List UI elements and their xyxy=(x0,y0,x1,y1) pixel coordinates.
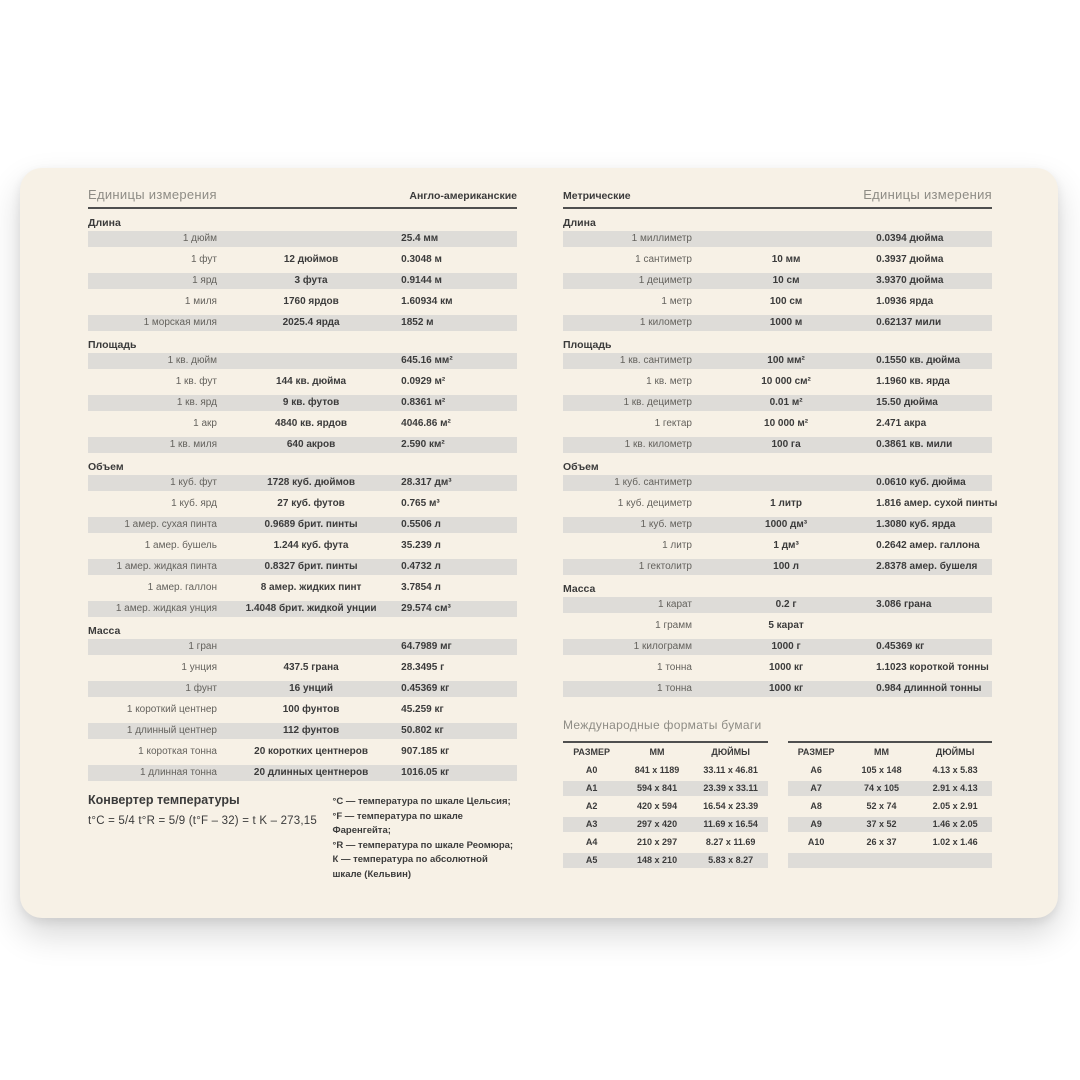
unit-cell: 1 гектолитр xyxy=(638,561,692,572)
inches-cell: 4.13 x 5.83 xyxy=(932,765,978,775)
equivalent-cell: 144 кв. дюйма xyxy=(276,376,347,387)
unit-cell: 1 унция xyxy=(181,662,217,673)
value-cell: 1.1960 кв. ярда xyxy=(876,376,950,387)
value-cell: 0.984 длинной тонны xyxy=(876,683,982,694)
value-cell: 0.0929 м² xyxy=(401,376,446,387)
paper-table-row xyxy=(788,763,993,778)
mm-cell: 74 x 105 xyxy=(864,783,900,793)
unit-cell: 1 фунт xyxy=(185,683,217,694)
table-row xyxy=(563,597,992,613)
equivalent-cell: 100 л xyxy=(773,561,799,572)
unit-cell: 1 кв. дюйм xyxy=(167,355,217,366)
temperature-converter-left xyxy=(88,791,333,882)
equivalent-cell: 12 дюймов xyxy=(283,254,339,265)
equivalent-cell: 1728 куб. дюймов xyxy=(267,477,356,488)
size-cell: A8 xyxy=(810,801,822,811)
equivalent-cell: 5 карат xyxy=(768,620,804,631)
value-cell: 50.802 кг xyxy=(401,725,444,736)
unit-cell: 1 килограмм xyxy=(633,641,692,652)
equivalent-cell: 10 000 см² xyxy=(761,376,811,387)
value-cell: 0.3048 м xyxy=(401,254,442,265)
value-cell: 0.0394 дюйма xyxy=(876,233,944,244)
equivalent-cell: 437.5 грана xyxy=(283,662,339,673)
temperature-converter xyxy=(88,791,517,882)
table-row xyxy=(88,231,517,247)
value-cell: 0.765 м³ xyxy=(401,498,440,509)
mm-cell: 26 x 37 xyxy=(866,837,897,847)
size-cell: A10 xyxy=(807,837,825,847)
table-row xyxy=(563,437,992,453)
paper-format-table xyxy=(788,741,993,871)
unit-cell: 1 гран xyxy=(188,641,217,652)
unit-cell: 1 амер. сухая пинта xyxy=(124,519,217,530)
table-row xyxy=(563,475,992,491)
unit-cell: 1 амер. бушель xyxy=(144,540,217,551)
value-cell: 29.574 см³ xyxy=(401,603,451,614)
unit-cell: 1 дециметр xyxy=(638,275,692,286)
unit-cell: 1 грамм xyxy=(655,620,692,631)
value-cell: 0.1550 кв. дюйма xyxy=(876,355,961,366)
size-cell: A7 xyxy=(810,783,822,793)
size-cell: A2 xyxy=(585,801,598,811)
value-cell: 0.2642 амер. галлона xyxy=(876,540,980,551)
table-row xyxy=(88,273,517,289)
value-cell: 15.50 дюйма xyxy=(876,397,938,408)
table-row xyxy=(563,395,992,411)
table-row xyxy=(88,353,517,369)
equivalent-cell: 10 мм xyxy=(771,254,801,265)
table-row xyxy=(563,294,992,310)
table-row xyxy=(88,744,517,760)
mm-cell: 841 x 1189 xyxy=(634,765,680,775)
value-cell: 28.3495 г xyxy=(401,662,445,673)
paper-table-row xyxy=(788,817,993,832)
unit-cell: 1 длинная тонна xyxy=(139,767,217,778)
temperature-formula: t°C = 5/4 t°R = 5/9 (t°F – 32) = t K – 273,15 xyxy=(88,815,317,827)
unit-cell: 1 миллиметр xyxy=(631,233,692,244)
equivalent-cell: 20 коротких центнеров xyxy=(254,746,368,757)
paper-format-table xyxy=(563,741,768,871)
right-sections xyxy=(563,215,998,697)
unit-cell: 1 кв. фут xyxy=(175,376,217,387)
mm-cell: 37 x 52 xyxy=(866,819,897,829)
unit-cell: 1 длинный центнер xyxy=(126,725,217,736)
equivalent-cell: 1 дм³ xyxy=(773,540,799,551)
section-title: Площадь xyxy=(88,339,137,351)
inches-cell: 33.11 x 46.81 xyxy=(703,765,758,775)
paper-formats-tables xyxy=(563,741,992,871)
table-row xyxy=(88,315,517,331)
value-cell: 3.9370 дюйма xyxy=(876,275,944,286)
equivalent-cell: 3 фута xyxy=(294,275,328,286)
section-title: Площадь xyxy=(563,339,612,351)
unit-cell: 1 метр xyxy=(661,296,692,307)
temperature-note: °C — температура по шкале Цельсия; xyxy=(332,796,511,807)
units-system-label: Англо-американские xyxy=(409,190,517,202)
unit-cell: 1 гектар xyxy=(654,418,692,429)
paper-table-row xyxy=(563,853,768,868)
equivalent-cell: 10 000 м² xyxy=(764,418,809,429)
value-cell: 4046.86 м² xyxy=(401,418,451,429)
page-title: Единицы измерения xyxy=(863,187,992,202)
inches-header: ДЮЙМЫ xyxy=(935,747,975,757)
table-row xyxy=(88,395,517,411)
table-row xyxy=(563,618,992,634)
equivalent-cell: 0.01 м² xyxy=(769,397,803,408)
unit-cell: 1 куб. метр xyxy=(640,519,692,530)
table-row xyxy=(88,580,517,596)
inches-cell xyxy=(918,853,992,868)
table-row xyxy=(88,765,517,781)
equivalent-cell: 1000 кг xyxy=(768,662,804,673)
paper-table-row xyxy=(563,799,768,814)
size-cell: A9 xyxy=(810,819,822,829)
value-cell: 64.7989 мг xyxy=(401,641,452,652)
unit-cell: 1 фут xyxy=(190,254,217,265)
inches-cell: 23.39 x 33.11 xyxy=(703,783,758,793)
unit-cell: 1 куб. сантиметр xyxy=(614,477,692,488)
paper-table-row xyxy=(788,781,993,796)
inches-cell: 2.91 x 4.13 xyxy=(932,783,978,793)
value-cell: 1.0936 ярда xyxy=(876,296,934,307)
equivalent-cell: 640 акров xyxy=(286,439,336,450)
paper-table-header-row xyxy=(788,745,993,760)
equivalent-cell: 16 унций xyxy=(289,683,334,694)
equivalent-cell: 10 см xyxy=(772,275,800,286)
value-cell: 35.239 л xyxy=(401,540,441,551)
paper-table-row xyxy=(563,781,768,796)
table-row xyxy=(563,273,992,289)
equivalent-cell: 9 кв. футов xyxy=(282,397,340,408)
inches-cell: 16.54 x 23.39 xyxy=(703,801,759,811)
paper-formats xyxy=(563,717,992,871)
value-cell: 0.4732 л xyxy=(401,561,441,572)
table-row xyxy=(563,681,992,697)
unit-cell: 1 литр xyxy=(662,540,692,551)
paper-table-row xyxy=(788,835,993,850)
unit-cell: 1 карат xyxy=(658,599,692,610)
table-row xyxy=(88,475,517,491)
section-title: Объем xyxy=(88,461,124,473)
unit-cell: 1 акр xyxy=(193,418,217,429)
value-cell: 28.317 дм³ xyxy=(401,477,452,488)
equivalent-cell: 0.9689 брит. пинты xyxy=(264,519,358,530)
value-cell: 2.590 км² xyxy=(401,439,445,450)
table-row xyxy=(88,294,517,310)
unit-cell: 1 тонна xyxy=(657,683,692,694)
table-row xyxy=(563,353,992,369)
equivalent-cell: 27 куб. футов xyxy=(277,498,345,509)
equivalent-cell: 1760 ярдов xyxy=(283,296,339,307)
equivalent-cell: 1000 г xyxy=(771,641,801,652)
mm-cell: 210 x 297 xyxy=(637,837,678,847)
table-row xyxy=(88,639,517,655)
size-header: РАЗМЕР xyxy=(573,747,611,757)
value-cell: 1.3080 куб. ярда xyxy=(876,519,956,530)
table-row xyxy=(563,252,992,268)
mm-cell: 297 x 420 xyxy=(637,819,678,829)
value-cell: 1.1023 короткой тонны xyxy=(876,662,989,673)
unit-cell: 1 куб. ярд xyxy=(171,498,217,509)
table-row xyxy=(563,517,992,533)
table-row xyxy=(563,315,992,331)
table-row xyxy=(563,231,992,247)
size-header: РАЗМЕР xyxy=(797,747,835,757)
temperature-notes xyxy=(333,791,517,882)
size-cell: A3 xyxy=(585,819,598,829)
mm-cell: 105 x 148 xyxy=(861,765,902,775)
equivalent-cell xyxy=(221,639,401,655)
unit-cell: 1 короткий центнер xyxy=(126,704,217,715)
page-title: Единицы измерения xyxy=(88,187,217,202)
equivalent-cell xyxy=(221,353,401,369)
temperature-note: °R — температура по шкале Реомюра; xyxy=(332,839,514,851)
value-cell: 645.16 мм² xyxy=(401,355,453,366)
value-cell: 3.086 грана xyxy=(876,599,932,610)
equivalent-cell: 100 см xyxy=(769,296,803,307)
value-cell: 1.60934 км xyxy=(401,296,453,307)
table-row xyxy=(88,437,517,453)
paper-table-row xyxy=(563,835,768,850)
unit-cell: 1 морская миля xyxy=(143,317,217,328)
table-row xyxy=(563,374,992,390)
value-cell: 2.8378 амер. бушеля xyxy=(876,561,978,572)
equivalent-cell xyxy=(696,475,876,491)
equivalent-cell: 8 амер. жидких пинт xyxy=(260,582,362,593)
unit-cell: 1 куб. дециметр xyxy=(617,498,692,509)
size-cell: A0 xyxy=(585,765,598,775)
unit-cell: 1 кв. метр xyxy=(646,376,692,387)
unit-cell: 1 дюйм xyxy=(182,233,217,244)
section-title: Длина xyxy=(563,217,596,229)
equivalent-cell: 1.244 куб. фута xyxy=(273,540,349,551)
size-cell xyxy=(788,853,845,868)
table-row xyxy=(563,660,992,676)
mm-header: ММ xyxy=(874,747,890,757)
unit-cell: 1 тонна xyxy=(657,662,692,673)
value-cell: 0.8361 м² xyxy=(401,397,446,408)
inches-cell: 5.83 x 8.27 xyxy=(708,855,754,865)
temperature-converter-title: Конвертер температуры xyxy=(88,793,240,807)
table-row xyxy=(88,601,517,617)
inches-header: ДЮЙМЫ xyxy=(711,747,750,757)
table-row xyxy=(88,252,517,268)
unit-cell: 1 амер. галлон xyxy=(147,582,217,593)
mm-cell: 420 x 594 xyxy=(637,801,678,811)
value-cell: 0.0610 куб. дюйма xyxy=(876,477,966,488)
equivalent-cell: 20 длинных центнеров xyxy=(253,767,369,778)
unit-cell: 1 короткая тонна xyxy=(138,746,217,757)
table-row xyxy=(88,702,517,718)
table-row xyxy=(88,723,517,739)
mm-header: ММ xyxy=(649,747,665,757)
value-cell: 907.185 кг xyxy=(401,746,450,757)
equivalent-cell: 1000 дм³ xyxy=(765,519,808,530)
size-cell: A4 xyxy=(585,837,598,847)
unit-cell: 1 кв. сантиметр xyxy=(619,355,692,366)
value-cell: 0.5506 л xyxy=(401,519,441,530)
mm-cell xyxy=(845,853,919,868)
unit-cell: 1 куб. фут xyxy=(170,477,217,488)
paper-table-row xyxy=(563,817,768,832)
paper-table-row xyxy=(563,763,768,778)
unit-cell: 1 кв. миля xyxy=(169,439,217,450)
value-cell: 1852 м xyxy=(401,317,434,328)
value-cell: 45.259 кг xyxy=(401,704,444,715)
value-cell: 0.9144 м xyxy=(401,275,442,286)
equivalent-cell xyxy=(221,231,401,247)
equivalent-cell: 100 мм² xyxy=(767,355,805,366)
unit-cell: 1 километр xyxy=(639,317,692,328)
unit-cell: 1 амер. жидкая пинта xyxy=(116,561,217,572)
page-left-header xyxy=(88,184,517,209)
value-cell: 0.3861 кв. мили xyxy=(876,439,953,450)
inches-cell: 1.02 x 1.46 xyxy=(932,837,978,847)
value-cell: 0.45369 кг xyxy=(876,641,925,652)
planner-page xyxy=(20,168,1058,918)
unit-cell: 1 ярд xyxy=(192,275,217,286)
equivalent-cell: 1000 м xyxy=(769,317,803,328)
value-cell: 0.62137 мили xyxy=(876,317,942,328)
page-left xyxy=(88,184,517,918)
unit-cell: 1 сантиметр xyxy=(635,254,692,265)
equivalent-cell: 1 литр xyxy=(770,498,802,509)
table-row xyxy=(563,416,992,432)
page-right xyxy=(563,184,998,918)
size-cell: A5 xyxy=(585,855,598,865)
unit-cell: 1 кв. ярд xyxy=(176,397,217,408)
equivalent-cell: 0.8327 брит. пинты xyxy=(264,561,358,572)
mm-cell: 594 x 841 xyxy=(637,783,678,793)
equivalent-cell: 1000 кг xyxy=(768,683,804,694)
inches-cell: 2.05 x 2.91 xyxy=(932,801,978,811)
table-row xyxy=(563,559,992,575)
paper-formats-title: Международные форматы бумаги xyxy=(563,718,762,732)
equivalent-cell: 2025.4 ярда xyxy=(282,317,340,328)
mm-cell: 52 x 74 xyxy=(866,801,897,811)
equivalent-cell: 112 фунтов xyxy=(282,725,340,736)
unit-cell: 1 кв. километр xyxy=(624,439,692,450)
unit-cell: 1 кв. дециметр xyxy=(623,397,692,408)
table-row xyxy=(563,496,998,512)
equivalent-cell: 1.4048 брит. жидкой унции xyxy=(245,603,377,614)
table-row xyxy=(88,559,517,575)
equivalent-cell: 100 фунтов xyxy=(282,704,340,715)
equivalent-cell xyxy=(696,231,876,247)
temperature-note: °F — температура по шкале Фаренгейта; xyxy=(332,810,463,836)
section-title: Масса xyxy=(563,583,596,595)
paper-table-row xyxy=(788,853,993,868)
table-row xyxy=(563,538,992,554)
paper-table-header-row xyxy=(563,745,768,760)
table-row xyxy=(88,681,517,697)
equivalent-cell: 4840 кв. ярдов xyxy=(275,418,348,429)
page-right-header xyxy=(563,184,992,209)
value-cell: 0.3937 дюйма xyxy=(876,254,944,265)
value-cell: 3.7854 л xyxy=(401,582,441,593)
table-row xyxy=(88,660,517,676)
section-title: Масса xyxy=(88,625,121,637)
value-cell: 0.45369 кг xyxy=(401,683,450,694)
equivalent-cell: 100 га xyxy=(771,439,801,450)
temperature-note: К — температура по абсолютной шкале (Кельвин) xyxy=(332,854,488,880)
section-title: Объем xyxy=(563,461,599,473)
left-sections xyxy=(88,215,517,781)
value-cell: 25.4 мм xyxy=(401,233,439,244)
size-cell: A1 xyxy=(585,783,598,793)
table-row xyxy=(88,496,517,512)
size-cell: A6 xyxy=(810,765,822,775)
table-row xyxy=(88,374,517,390)
unit-cell: 1 амер. жидкая унция xyxy=(115,603,217,614)
table-row xyxy=(563,639,992,655)
mm-cell: 148 x 210 xyxy=(637,855,678,865)
paper-table-row xyxy=(788,799,993,814)
units-system-label: Метрические xyxy=(563,190,631,202)
value-cell: 1.816 амер. сухой пинты xyxy=(876,498,998,509)
unit-cell: 1 миля xyxy=(184,296,217,307)
value-cell: 2.471 акра xyxy=(876,418,927,429)
inches-cell: 11.69 x 16.54 xyxy=(703,819,758,829)
equivalent-cell: 0.2 г xyxy=(775,599,797,610)
table-row xyxy=(88,517,517,533)
inches-cell: 1.46 x 2.05 xyxy=(932,819,978,829)
inches-cell: 8.27 x 11.69 xyxy=(705,837,756,847)
section-title: Длина xyxy=(88,217,121,229)
table-row xyxy=(88,538,517,554)
value-cell: 1016.05 кг xyxy=(401,767,450,778)
value-cell xyxy=(876,618,992,634)
table-row xyxy=(88,416,517,432)
